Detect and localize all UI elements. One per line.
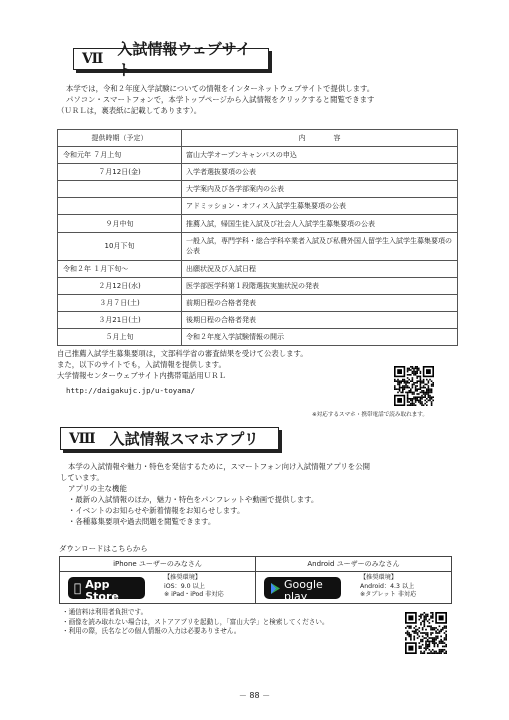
iphone-header: iPhone ユーザーのみなさん <box>60 557 255 572</box>
iphone-download-box <box>59 556 256 604</box>
intro-line: パソコン・スマートフォンで，本学トップページから入試情報をクリックすると閲覧できます <box>66 95 375 104</box>
intro-line: 本学の入試情報や魅力・特色を発信するために，スマートフォン向け入試情報アプリを公開 <box>68 462 370 471</box>
table-header-row <box>58 130 458 147</box>
row-date: ５月上旬 <box>58 328 182 345</box>
note-item: ・利用の際，氏名などの個人情報の入力は必要ありません。 <box>62 627 241 636</box>
features-heading: アプリの主な機能 <box>68 484 127 493</box>
row-date: 令和２年 １月下旬～ <box>58 260 182 277</box>
table-row <box>58 260 458 277</box>
qr-note: ※対応するスマホ・携帯電話で読み取れます。 <box>312 412 429 418</box>
table-row <box>58 294 458 311</box>
req-line: iOS：9.0 以上 <box>164 582 205 590</box>
feature-item: ・最新の入試情報のほか，魅力・特色をパンフレットや動画で提供します。 <box>68 495 319 504</box>
table-row <box>58 328 458 345</box>
table-row <box>58 277 458 294</box>
section7-after <box>57 348 308 396</box>
req-line: Android：4.3 以上 <box>360 582 415 590</box>
row-date <box>58 198 182 215</box>
google-play-big: Google play <box>284 578 323 603</box>
header-period: 提供時期（予定） <box>58 130 182 147</box>
row-content: 令和２年度入学試験情報の開示 <box>182 328 458 345</box>
row-date: ３月21日(土) <box>58 311 182 328</box>
google-play-badge[interactable] <box>264 573 341 603</box>
intro-line: 本学では，令和２年度入学試験についての情報をインターネットウェブサイトで提供します。 <box>66 84 375 93</box>
intro-line: （ＵＲＬは，裏表紙に記載してあります）。 <box>57 106 202 115</box>
table-row <box>58 232 458 260</box>
section7-number: Ⅶ <box>82 51 104 67</box>
android-header: Android ユーザーのみなさん <box>256 557 451 572</box>
row-content: 富山大学オープンキャンパスの申込 <box>182 147 458 164</box>
qr-code-app <box>405 612 447 654</box>
apple-icon <box>74 581 81 595</box>
row-content: 後期日程の合格者発表 <box>182 311 458 328</box>
table-row <box>58 147 458 164</box>
section8-title <box>60 427 279 450</box>
req-line: ※ iPad・iPod 非対応 <box>164 591 224 599</box>
section8-number: Ⅷ <box>69 430 96 447</box>
android-download-box <box>255 556 452 604</box>
after-line: 自己推薦入試学生募集要項は，文部科学省の審査結果を受けて公表します。 <box>57 349 308 358</box>
section8-intro <box>60 461 370 527</box>
section8-heading: 入試情報スマホアプリ <box>109 430 259 448</box>
note-item: ・通信料は利用者負担です。 <box>62 608 148 616</box>
row-content: 入学者選抜要項の公表 <box>182 164 458 181</box>
row-content: 出願状況及び入試日程 <box>182 260 458 277</box>
req-line: 【推奨環境】 <box>360 574 398 581</box>
schedule-table <box>57 129 458 346</box>
row-date: 10月下旬 <box>58 232 182 260</box>
table-row <box>58 311 458 328</box>
after-line: 大学情報センターウェブサイト内携帯電話用ＵＲＬ <box>57 371 226 380</box>
req-line: ※タブレット 非対応 <box>360 591 417 599</box>
play-triangle-icon <box>270 579 280 598</box>
header-content: 内 容 <box>182 130 458 147</box>
page-number: － 88 － <box>238 691 271 700</box>
after-line: また，以下のサイトでも，入試情報を提供します。 <box>57 360 226 369</box>
app-store-badge[interactable] <box>68 573 145 603</box>
app-store-small: Download on the <box>78 573 118 578</box>
row-date: ３月７日(土) <box>58 294 182 311</box>
feature-item: ・各種募集要項や過去問題を閲覧できます。 <box>68 517 216 526</box>
note-item: ・画像を読み取れない場合は，ストアアプリを起動し，「富山大学」と検索してください。 <box>62 617 329 626</box>
section7-intro <box>57 83 375 116</box>
row-date <box>58 181 182 198</box>
section7-heading: 入試情報ウェブサイト <box>117 40 251 79</box>
row-content: 一般入試，専門学科・総合学科卒業者入試及び私費外国人留学生入試学生募集要項の公表 <box>182 232 458 260</box>
mobile-url-link[interactable]: http://daigakujc.jp/u-toyama/ <box>66 386 196 395</box>
google-play-small: ANDROID APP ON <box>284 573 325 578</box>
table-row <box>58 181 458 198</box>
row-date: ９月中旬 <box>58 215 182 232</box>
app-notes <box>62 608 329 637</box>
table-row <box>58 164 458 181</box>
table-row <box>58 215 458 232</box>
row-date: ２月12日(水) <box>58 277 182 294</box>
row-content: アドミッション・オフィス入試学生募集要項の公表 <box>182 198 458 215</box>
feature-item: ・イベントのお知らせや新着情報をお知らせします。 <box>68 506 245 515</box>
row-content: 前期日程の合格者発表 <box>182 294 458 311</box>
row-content: 大学案内及び各学部案内の公表 <box>182 181 458 198</box>
row-date: ７月12日(金) <box>58 164 182 181</box>
table-row <box>58 198 458 215</box>
android-requirements <box>360 574 416 600</box>
row-date: 令和元年 ７月上旬 <box>58 147 182 164</box>
iphone-requirements <box>164 574 224 600</box>
download-heading: ダウンロードはこちらから <box>59 544 148 553</box>
intro-line: しています。 <box>60 473 104 482</box>
row-content: 推薦入試，帰国生徒入試及び社会人入試学生募集要項の公表 <box>182 215 458 232</box>
section7-title <box>73 40 269 79</box>
app-store-big: App Store <box>78 578 112 603</box>
row-content: 医学部医学科第１段階選抜実施状況の発表 <box>182 277 458 294</box>
req-line: 【推奨環境】 <box>164 574 202 581</box>
qr-code-mobile <box>394 366 434 406</box>
